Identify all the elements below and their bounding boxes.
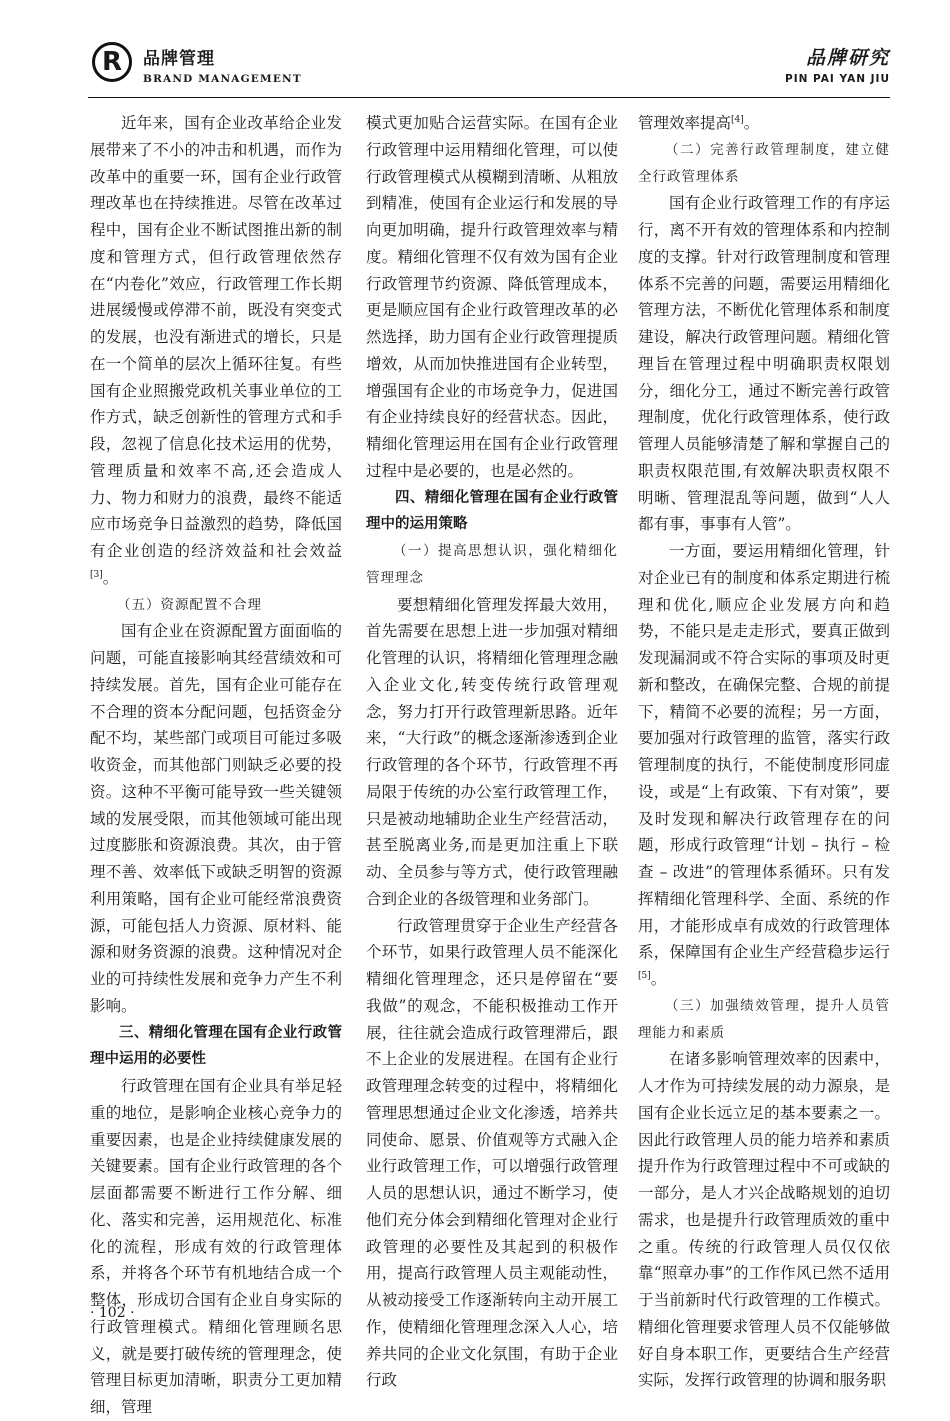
citation-ref: [5] — [638, 970, 651, 981]
paragraph: 近年来，国有企业改革给企业发展带来了不小的冲击和机遇，而作为改革中的重要一环，国有企业行政管理改革也在持续推进。尽管在改革过程中，国有企业不断试图推出新的制度和管理方式，但行政管理依然存在“内卷化”效应，行政管理工作长期进展缓慢或停滞不前，既没有突变式的发展，也没有渐进式的增长，只是在一个简单的层次上循环往复。有些国有企业照搬党政机关事业单位的工作方式，缺乏创新性的管理方式和手段，忽视了信息化技术运用的优势，管理质量和效率不高,还会造成人力、物力和财力的浪费，最终不能适应市场竞争日益激烈的趋势，降低国有企业创造的经济效益和社会效益[3]。 — [90, 114, 342, 587]
paragraph: 国有企业行政管理工作的有序运行，离不开有效的管理体系和内控制度的支撑。针对行政管理制度和管理体系不完善的问题，需要运用精细化管理方法，不断优化管理体系和制度建设，解决行政管理问题。精细化管理旨在管理过程中明确职责权限划分，细化分工，通过不断完善行政管理制度，优化行政管理体系，使行政管理人员能够清楚了解和掌握自己的职责权限范围,有效解决职责权限不明晰、管理混乱等问题，做到“人人都有事，事事有人管”。 — [638, 194, 890, 534]
header-rule — [88, 97, 890, 98]
paragraph: 模式更加贴合运营实际。在国有企业行政管理中运用精细化管理，可以使行政管理模式从模糊到清晰、从粗放到精准，使国有企业运行和发展的导向更加明确，提升行政管理效率与精度。精细化管理不仅有效为国有企业行政管理节约资源、降低管理成本，更是顺应国有企业行政管理改革的必然选择，助力国有企业行政管理提质增效，从而加快推进国有企业转型，增强国有企业的市场竞争力，促进国有企业持续良好的经营状态。因此，精细化管理运用在国有企业行政管理过程中是必要的，也是必然的。 — [366, 114, 618, 480]
column-2 — [366, 110, 618, 1394]
paragraph: 管理效率提高[4]。 — [638, 114, 760, 132]
registered-logo-icon: R — [92, 42, 132, 82]
paragraph: 行政管理在国有企业具有举足轻重的地位，是影响企业核心竞争力的重要因素，也是企业持续健康发展的关键要素。国有企业行政管理的各个层面都需要不断进行工作分解、细化、落实和完善，运用规范化、标准化的流程，形成有效的行政管理体系，并将各个环节有机地结合成一个整体，形成切合国有企业自身实际的行政管理模式。精细化管理顾名思义，就是要打破传统的管理理念，使管理目标更加清晰，职责分工更加精细，管理 — [90, 1077, 342, 1416]
paragraph: 行政管理贯穿于企业生产经营各个环节，如果行政管理人员不能深化精细化管理理念，还只是停留在“要我做”的观念，不能积极推动工作开展，往往就会造成行政管理滞后，跟不上企业的发展进程。在国有企业行政管理理念转变的过程中，将精细化管理思想通过企业文化渗透，培养共同使命、愿景、价值观等方式融入企业行政管理工作，可以增强行政管理人员的思想认识，通过不断学习，使他们充分体会到精细化管理对企业行政管理的必要性及其起到的积极作用，提高行政管理人员主观能动性，从被动接受工作逐渐转向主动开展工作，使精细化管理理念深入人心，培养共同的企业文化氛围，有助于企业行政 — [366, 916, 618, 1390]
paragraph: 国有企业在资源配置方面面临的问题，可能直接影响其经营绩效和可持续发展。首先，国有企业可能存在不合理的资本分配问题，包括资金分配不均，某些部门或项目可能过多吸收资金，而其他部门则缺乏必要的投资。这种不平衡可能导致一些关键领域的发展受限，而其他领域可能出现过度膨胀和资源浪费。其次，由于管理不善、效率低下或缺乏明智的资源利用策略，国有企业可能经常浪费资源，可能包括人力资源、原材料、能源和财务资源的浪费。这种情况对企业的可持续性发展和竞争力产生不利影响。 — [90, 622, 342, 1015]
page-number: · 102 · — [90, 1305, 135, 1321]
paragraph: 要想精细化管理发挥最大效用，首先需要在思想上进一步加强对精细化管理的认识，将精细化管理理念融入企业文化,转变传统行政管理观念，努力打开行政管理新思路。近年来，“大行政”的概念逐渐渗透到企业行政管理的各个环节，行政管理不再局限于传统的办公室行政管理工作，只是被动地辅助企业生产经营活动，甚至脱离业务,而是更加注重上下联动、全员参与等方式，使行政管理融合到企业的各级管理和业务部门。 — [366, 595, 618, 908]
paragraph: 一方面，要运用精细化管理，针对企业已有的制度和体系定期进行梳理和优化,顺应企业发展方向和趋势，不能只是走走形式，要真正做到发现漏洞或不符合实际的事项及时更新和整改，在确保完整、合规的前提下，精简不必要的流程；另一方面，要加强对行政管理的监管，落实行政管理制度的执行，不能使制度形同虚设，或是“上有政策、下有对策”，要及时发现和解决行政管理存在的问题，形成行政管理“计划 – 执行 – 检查 – 改进”的管理体系循环。只有发挥精细化管理科学、全面、系统的作用，才能形成卓有成效的行政管理体系，保障国有企业生产经营稳步运行[5]。 — [638, 542, 890, 988]
citation-ref: [3] — [90, 569, 103, 580]
section-heading: 三、精细化管理在国有企业行政管理中运用的必要性 — [90, 1024, 342, 1068]
citation-ref: [4] — [731, 114, 744, 125]
section-title: 品牌研究 — [805, 47, 890, 69]
subsection-heading: （三）加强绩效管理，提升人员管理能力和素质 — [638, 997, 890, 1041]
subsection-heading: （二）完善行政管理制度，建立健全行政管理体系 — [638, 141, 890, 185]
column-3 — [638, 110, 890, 1394]
subsection-heading: （五）资源配置不合理 — [117, 596, 262, 613]
subsection-heading: （一）提高思想认识，强化精细化管理理念 — [366, 543, 618, 586]
section-heading: 四、精细化管理在国有企业行政管理中的运用策略 — [366, 489, 618, 533]
column-1 — [90, 110, 342, 1421]
paragraph: 在诸多影响管理效率的因素中，人才作为可持续发展的动力源泉，是国有企业长远立足的基本要素之一。因此行政管理人员的能力培养和素质提升作为行政管理过程中不可或缺的一部分，是人才兴企战略规划的迫切需求，也是提升行政管理质效的重中之重。传统的行政管理人员仅仅依靠“照章办事”的工作作风已然不适用于当前新时代行政管理的工作模式。精细化管理要求管理人员不仅能够做好自身本职工作，更要结合生产经营实际，发挥行政管理的协调和服务职 — [638, 1050, 890, 1390]
journal-title-en: BRAND MANAGEMENT — [143, 73, 302, 85]
page-header — [0, 0, 950, 100]
journal-title: 品牌管理 — [143, 49, 215, 69]
section-title-pinyin: PIN PAI YAN JIU — [785, 73, 890, 85]
